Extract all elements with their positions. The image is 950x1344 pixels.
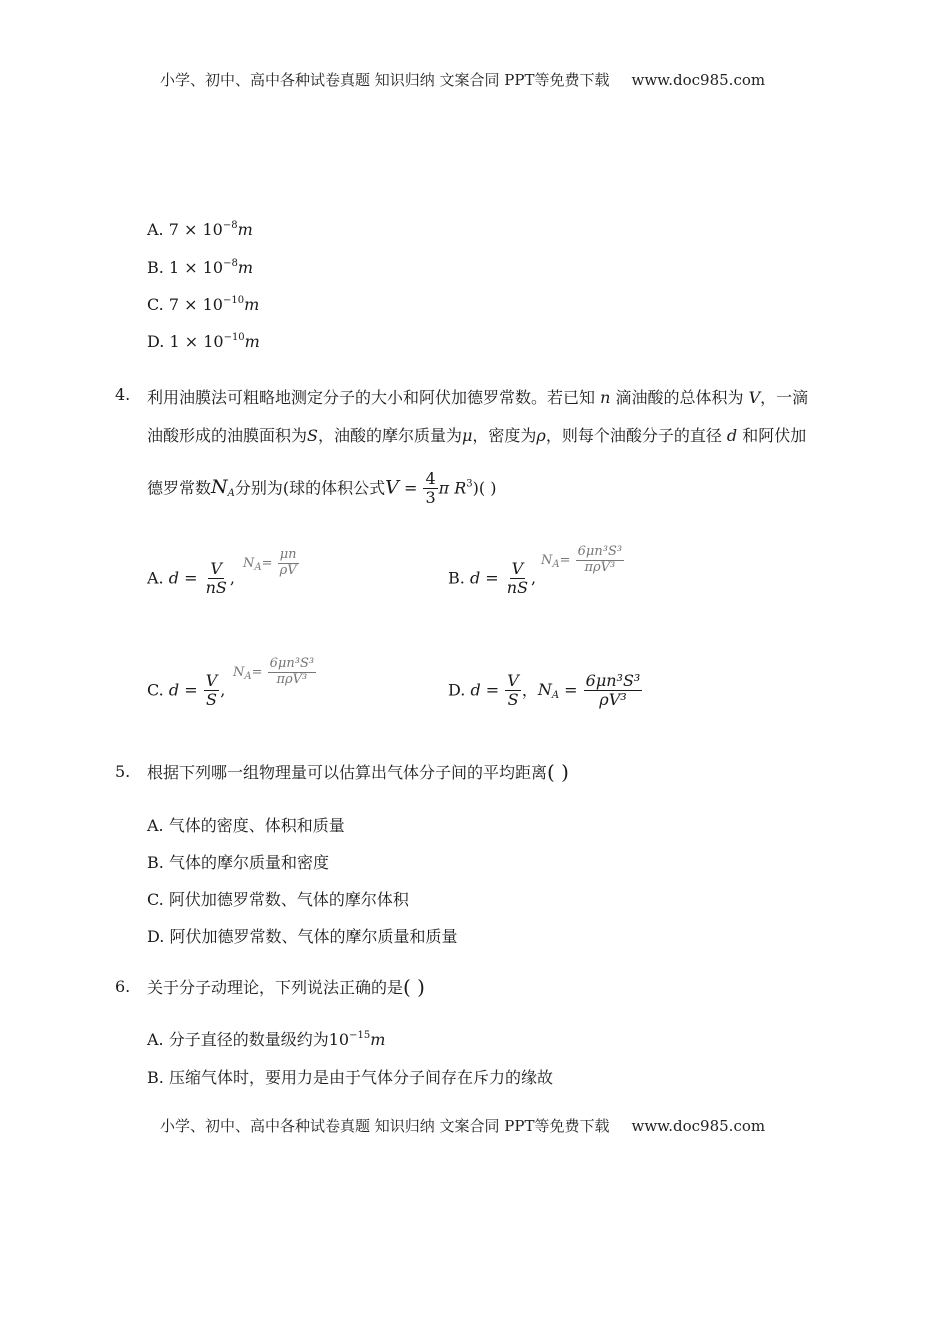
option-text: 阿伏加德罗常数、气体的摩尔体积 <box>168 890 409 909</box>
stem-text: )( ) <box>472 478 497 498</box>
option-unit: m <box>237 258 253 277</box>
page-header <box>160 69 765 90</box>
q3-option-d[interactable] <box>147 332 260 351</box>
stem-text: ，则每个油酸分子的直径 <box>545 426 722 445</box>
q4-stem-line2 <box>147 423 806 446</box>
option-text: 气体的密度、体积和质量 <box>168 816 345 835</box>
option-text: 分子直径的数量级约为 <box>168 1030 329 1049</box>
option-exponent: −10 <box>223 332 245 343</box>
fraction-four-thirds: $\frac{4}{3}$ <box>425 469 436 508</box>
option-exponent: −8 <box>222 220 238 231</box>
q6-option-a[interactable] <box>147 1027 385 1050</box>
stem-text: 德罗常数 <box>147 478 212 498</box>
footer-site-link[interactable]: www.doc985.com <box>631 1117 766 1135</box>
option-text: 压缩气体时，要用力是由于气体分子间存在斥力的缘故 <box>168 1068 553 1087</box>
option-label: D. <box>147 927 165 946</box>
q4-option-a[interactable]: A. d = $\frac{V}{nS}$ , <box>147 559 235 598</box>
option-label: D. <box>448 680 466 700</box>
q5-option-b[interactable] <box>147 850 329 873</box>
na-fraction: $\frac{\text{6μn³S³}}{\text{πρV³}}$ <box>577 544 623 575</box>
na-fraction: $\frac{\mu n}{\rho V}$ <box>279 547 297 578</box>
option-value: 10 <box>328 1030 350 1049</box>
d-fraction: $\frac{V}{S}$ <box>205 671 218 710</box>
option-label: B. <box>147 258 164 277</box>
option-value: 7 × 10 <box>168 295 223 314</box>
option-label: A. <box>147 220 164 239</box>
q6-option-b[interactable] <box>147 1065 553 1088</box>
d-fraction: $\frac{V}{nS}$ <box>506 559 529 598</box>
q4-option-b-na: $N_A=$ $\frac{\text{6μn³S³}}{\text{πρV³}}$ <box>541 544 623 575</box>
q3-option-c[interactable] <box>147 295 259 314</box>
header-site-link[interactable]: www.doc985.com <box>631 71 766 89</box>
var-mu: μ <box>462 426 473 445</box>
q4-option-c-na: $N_A=$ $\frac{\text{6μn³S³}}{\text{πρV³}}$ <box>233 656 315 687</box>
q4-option-a-na: $N_A=$ $\frac{\mu n}{\rho V}$ <box>243 547 297 578</box>
q4-option-d[interactable]: D. d = $\frac{V}{S}$ ，$N_A$ = $\frac{\text{6μn³S³}}{\text{ρV³}}$ <box>448 671 641 710</box>
option-label: D. <box>147 332 165 351</box>
option-label: B. <box>147 853 164 872</box>
q4-option-c[interactable]: C. d = $\frac{V}{S}$ , <box>147 671 226 710</box>
option-unit: m <box>244 332 260 351</box>
stem-text: ，油酸的摩尔质量为 <box>317 426 462 445</box>
option-exponent: −15 <box>349 1030 371 1041</box>
q5-stem: 根据下列哪一组物理量可以估算出气体分子间的平均距离( ) <box>147 760 569 784</box>
d-fraction: $\frac{V}{S}$ <box>507 671 519 710</box>
na-fraction: $\frac{\text{6μn³S³}}{\text{ρV³}}$ <box>585 671 641 710</box>
stem-text: ，一滴 <box>760 388 809 407</box>
q4-option-b[interactable]: B. d = $\frac{V}{nS}$ , <box>448 559 537 598</box>
stem-text: 分别为(球的体积公式 <box>234 478 386 498</box>
stem-text: 根据下列哪一组物理量可以估算出气体分子间的平均距离 <box>147 763 548 782</box>
option-label: C. <box>147 890 164 909</box>
option-unit: m <box>244 295 260 314</box>
var-d: d <box>721 426 743 445</box>
q5-option-c[interactable] <box>147 887 409 910</box>
option-label: B. <box>147 1068 164 1087</box>
na-fraction: $\frac{\text{6μn³S³}}{\text{πρV³}}$ <box>269 656 315 687</box>
option-value: 1 × 10 <box>169 332 224 351</box>
option-unit: m <box>370 1030 386 1049</box>
d-fraction: $\frac{V}{nS}$ <box>205 559 227 598</box>
q4-number: 4. <box>115 385 131 404</box>
option-label: B. <box>448 568 465 588</box>
q6-stem: 关于分子动理论，下列说法正确的是( ) <box>147 975 425 999</box>
stem-text: ，密度为 <box>472 426 537 445</box>
sphere-volume-formula: V <box>385 476 399 499</box>
stem-text: 利用油膜法可粗略地测定分子的大小和阿伏加德罗常数。若已知 <box>147 388 596 407</box>
option-label: A. <box>147 1030 164 1049</box>
stem-text: 和阿伏加 <box>742 426 807 445</box>
option-text: 气体的摩尔质量和密度 <box>168 853 329 872</box>
var-n: n <box>595 388 616 407</box>
option-exponent: −10 <box>222 295 245 306</box>
option-text: 阿伏加德罗常数、气体的摩尔质量和质量 <box>169 927 458 946</box>
option-label: C. <box>147 295 164 314</box>
q4-stem-line3: 德罗常数$N_A$分别为(球的体积公式V = $\frac{4}{3}$ π $R^3$)( ) <box>147 469 497 508</box>
var-NA: $N_A$ <box>211 476 235 500</box>
q5-option-a[interactable] <box>147 813 345 836</box>
q5-option-d[interactable] <box>147 924 457 947</box>
option-exponent: −8 <box>223 258 238 269</box>
var-S: S <box>307 426 318 445</box>
footer-text: 小学、初中、高中各种试卷真题 知识归纳 文案合同 PPT等免费下载 <box>160 1117 610 1135</box>
option-value: 1 × 10 <box>168 258 224 277</box>
stem-text: 油酸形成的油膜面积为 <box>147 426 308 445</box>
stem-text: 关于分子动理论，下列说法正确的是 <box>147 978 404 997</box>
var-rho: ρ <box>536 426 546 445</box>
option-label: A. <box>147 816 164 835</box>
var-V: V <box>743 388 761 407</box>
page-footer <box>160 1115 765 1136</box>
q3-option-b[interactable] <box>147 258 253 277</box>
q5-number: 5. <box>115 762 131 781</box>
option-value: 7 × 10 <box>168 220 223 239</box>
q6-number: 6. <box>115 977 131 996</box>
header-text: 小学、初中、高中各种试卷真题 知识归纳 文案合同 PPT等免费下载 <box>160 71 610 89</box>
option-unit: m <box>237 220 253 239</box>
stem-text: 滴油酸的总体积为 <box>615 388 744 407</box>
option-label: C. <box>147 680 164 700</box>
q3-option-a[interactable] <box>147 220 253 239</box>
option-label: A. <box>147 568 164 588</box>
q4-stem-line1 <box>147 385 808 408</box>
